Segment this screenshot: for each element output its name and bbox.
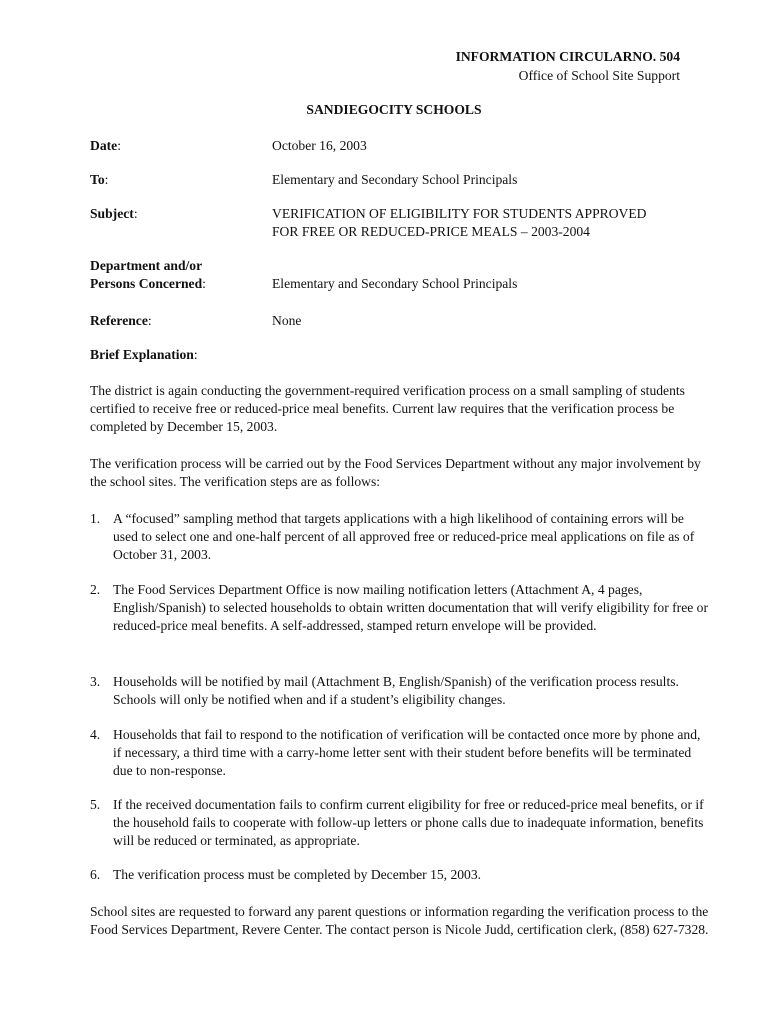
reference-label-colon: : (147, 313, 152, 328)
reference-label-text: Reference (90, 313, 148, 328)
step-number: 4. (90, 727, 101, 742)
subject-line-1: VERIFICATION OF ELIGIBILITY FOR STUDENTS APPROVED (272, 206, 647, 221)
step-2 (90, 581, 710, 635)
reference-value: None (272, 313, 302, 328)
department-label (90, 257, 270, 293)
subject-label-colon: : (133, 206, 138, 221)
brief-explanation-heading-text: Brief Explanation (90, 347, 194, 362)
step-3 (90, 673, 710, 709)
step-4 (90, 726, 710, 780)
step-number: 3. (90, 674, 101, 689)
date-value: October 16, 2003 (272, 138, 367, 153)
step-text: A “focused” sampling method that targets applications with a high likelihood of containing errors will be used to select one and one-half percent of all approved free or reduced-price meal applications on file as of October 31, 2003. (113, 511, 695, 562)
subject-label (90, 205, 270, 223)
to-label (90, 171, 270, 189)
step-text: Households will be notified by mail (Attachment B, English/Spanish) of the verification process results. Schools will only be notified when and if a student’s eligibility changes. (113, 674, 679, 707)
brief-explanation-colon: : (193, 347, 198, 362)
district-name: SANDIEGOCITY SCHOOLS (306, 102, 482, 117)
to-value: Elementary and Secondary School Principals (272, 172, 518, 187)
step-text: Households that fail to respond to the notification of verification will be contacted once more by phone and, if necessary, a third time with a carry-home letter sent with their student before benefits will be terminated due to non-response. (113, 727, 701, 778)
to-label-text: To (90, 172, 105, 187)
process-paragraph: The verification process will be carried out by the Food Services Department without any major involvement by the school sites. The verification steps are as follows: (90, 456, 701, 489)
department-label-line-2: Persons Concerned (90, 276, 203, 291)
department-value: Elementary and Secondary School Principals (272, 276, 518, 291)
step-number: 1. (90, 511, 101, 526)
reference-label (90, 312, 270, 330)
department-label-colon: : (202, 276, 206, 291)
step-number: 6. (90, 867, 101, 882)
step-5 (90, 796, 710, 850)
step-6 (90, 866, 710, 884)
step-1 (90, 510, 710, 564)
date-label-colon: : (117, 138, 121, 153)
brief-explanation-heading (90, 346, 198, 364)
step-text: The Food Services Department Office is now mailing notification letters (Attachment A, 4 pages, English/Spanish) to selected households to obtain written documentation that will verify eligibility for free or reduced-price meal benefits. A self-addressed, stamped return envelope will be provided. (113, 582, 708, 633)
date-label-text: Date (90, 138, 118, 153)
circular-number: INFORMATION CIRCULARNO. 504 (455, 49, 680, 64)
date-label (90, 137, 270, 155)
intro-paragraph: The district is again conducting the government-required verification process on a small sampling of students certified to receive free or reduced-price meal benefits. Current law requires that the verification process be completed by December 15, 2003. (90, 383, 685, 434)
step-text: The verification process must be completed by December 15, 2003. (113, 867, 482, 882)
department-label-line-1: Department and/or (90, 258, 203, 273)
subject-label-text: Subject (90, 206, 134, 221)
subject-value (272, 205, 712, 241)
to-label-colon: : (104, 172, 109, 187)
subject-line-2: FOR FREE OR REDUCED-PRICE MEALS – 2003-2004 (272, 224, 590, 239)
circular-header (456, 47, 680, 85)
closing-paragraph: School sites are requested to forward any parent questions or information regarding the verification process to the Food Services Department, Revere Center. The contact person is Nicole Judd, certification clerk, (858) 627-7328. (90, 904, 709, 937)
office-name: Office of School Site Support (518, 68, 680, 83)
step-number: 5. (90, 797, 101, 812)
step-number: 2. (90, 582, 101, 597)
step-text: If the received documentation fails to confirm current eligibility for free or reduced-price meal benefits, or if the household fails to cooperate with follow-up letters or phone calls due to inadequate information, benefits will be reduced or terminated, as appropriate. (113, 797, 704, 848)
